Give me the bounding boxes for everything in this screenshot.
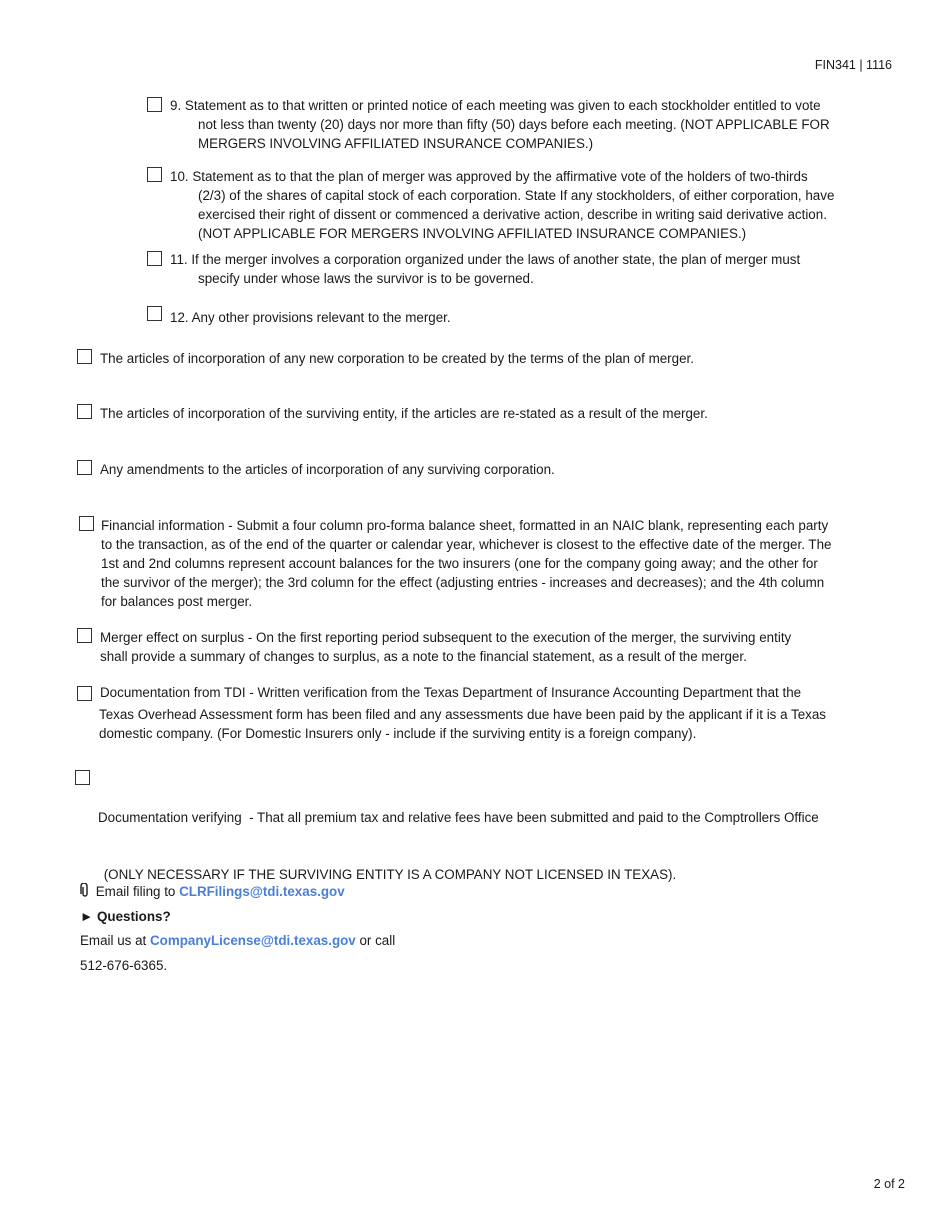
checkbox-new-corporation-articles[interactable] [77, 349, 92, 364]
checkbox-item-9[interactable] [147, 97, 162, 112]
checkbox-surviving-entity-articles[interactable] [77, 404, 92, 419]
item-text: domestic company. (For Domestic Insurers only - include if the surviving entity is a foreign company). [99, 726, 697, 741]
sub-item-10 [170, 167, 900, 243]
sub-item-11-line1: 11. If the merger involves a corporation organized under the laws of another state, the plan of merger must [170, 252, 801, 267]
checkbox-amendments[interactable] [77, 460, 92, 475]
item-text: for balances post merger. [101, 594, 253, 609]
sub-item-10-line4: (NOT APPLICABLE FOR MERGERS INVOLVING AFFILIATED INSURANCE COMPANIES.) [198, 226, 747, 241]
item-financial-information [101, 516, 901, 611]
item-text: shall provide a summary of changes to surplus, as a note to the financial statement, as a result of the merger. [100, 649, 747, 664]
item-text: Documentation from TDI - Written verification from the Texas Department of Insurance Accounting Department that the [100, 685, 802, 700]
item-text: (ONLY NECESSARY IF THE SURVIVING ENTITY IS A COMPANY NOT LICENSED IN TEXAS). [100, 867, 677, 882]
item-text: 1st and 2nd columns represent account balances for the two insurers (one for the company going away; and the other for [101, 556, 818, 571]
item-text: Documentation verifying - That all premium tax and relative fees have been submitted and paid to the Comptrollers Office [98, 810, 819, 825]
checkbox-merger-effect-surplus[interactable] [77, 628, 92, 643]
checkbox-financial-information[interactable] [79, 516, 94, 531]
email-filing-line [80, 882, 345, 903]
item-text: The articles of incorporation of any new corporation to be created by the terms of the plan of merger. [100, 351, 694, 366]
item-text: Financial information - Submit a four column pro-forma balance sheet, formatted in an NAIC blank, representing each party [101, 518, 829, 533]
page-number: 2 of 2 [873, 1177, 905, 1191]
checkbox-item-12[interactable] [147, 306, 162, 321]
sub-item-10-line1: 10. Statement as to that the plan of merger was approved by the affirmative vote of the holders of two-thirds [170, 169, 808, 184]
sub-item-9-line1: 9. Statement as to that written or printed notice of each meeting was given to each stockholder entitled to vote [170, 98, 821, 113]
email-filing-label: Email filing to [95, 884, 180, 899]
sub-item-9 [170, 96, 900, 153]
checkbox-item-11[interactable] [147, 251, 162, 266]
sub-item-9-line2: not less than twenty (20) days nor more than fifty (50) days before each meeting. (NOT APPLICABLE FOR [198, 117, 830, 132]
email-us-line [80, 931, 395, 950]
sub-item-11 [170, 250, 900, 288]
item-text: Any amendments to the articles of incorporation of any surviving corporation. [100, 462, 555, 477]
company-license-email-link[interactable]: CompanyLicense@tdi.texas.gov [149, 933, 356, 948]
clr-filings-email-link[interactable]: CLRFilings@tdi.texas.gov [179, 884, 345, 899]
item-text: Texas Overhead Assessment form has been filed and any assessments due have been paid by the applicant if it is a Texas [99, 707, 826, 722]
sub-item-12 [170, 308, 900, 327]
sub-item-9-line3: MERGERS INVOLVING AFFILIATED INSURANCE COMPANIES.) [198, 136, 594, 151]
questions-heading: ► Questions? [80, 909, 171, 924]
paperclip-icon [80, 883, 92, 903]
item-new-corporation-articles [100, 349, 900, 368]
phone-number: 512-676-6365. [80, 958, 168, 973]
checkbox-item-10[interactable] [147, 167, 162, 182]
sub-item-12-line1: 12. Any other provisions relevant to the merger. [170, 310, 451, 325]
item-merger-effect-surplus [100, 628, 900, 666]
item-text: the survivor of the merger); the 3rd column for the effect (adjusting entries - increases and decreases); and the 4th column [101, 575, 825, 590]
item-text: Merger effect on surplus - On the first reporting period subsequent to the execution of the merger, the surviving entity [100, 630, 792, 645]
item-surviving-entity-articles [100, 404, 900, 423]
form-id: FIN341 | 1116 [814, 58, 892, 72]
checkbox-documentation-tdi[interactable] [77, 686, 92, 701]
or-call-text: or call [355, 933, 396, 948]
item-amendments [100, 460, 900, 479]
sub-item-10-line3: exercised their right of dissent or commenced a derivative action, describe in writing said derivative action. [198, 207, 827, 222]
sub-item-10-line2: (2/3) of the shares of capital stock of each corporation. State If any stockholders, of either corporation, have [198, 188, 835, 203]
item-documentation-tdi [100, 683, 900, 743]
item-text: to the transaction, as of the end of the quarter or calendar year, whichever is closest to the effective date of the merger. The [101, 537, 832, 552]
checkbox-documentation-verifying[interactable] [75, 770, 90, 785]
item-text: The articles of incorporation of the surviving entity, if the articles are re-stated as a result of the merger. [100, 406, 708, 421]
email-us-label: Email us at [80, 933, 150, 948]
sub-item-11-line2: specify under whose laws the survivor is to be governed. [198, 271, 534, 286]
